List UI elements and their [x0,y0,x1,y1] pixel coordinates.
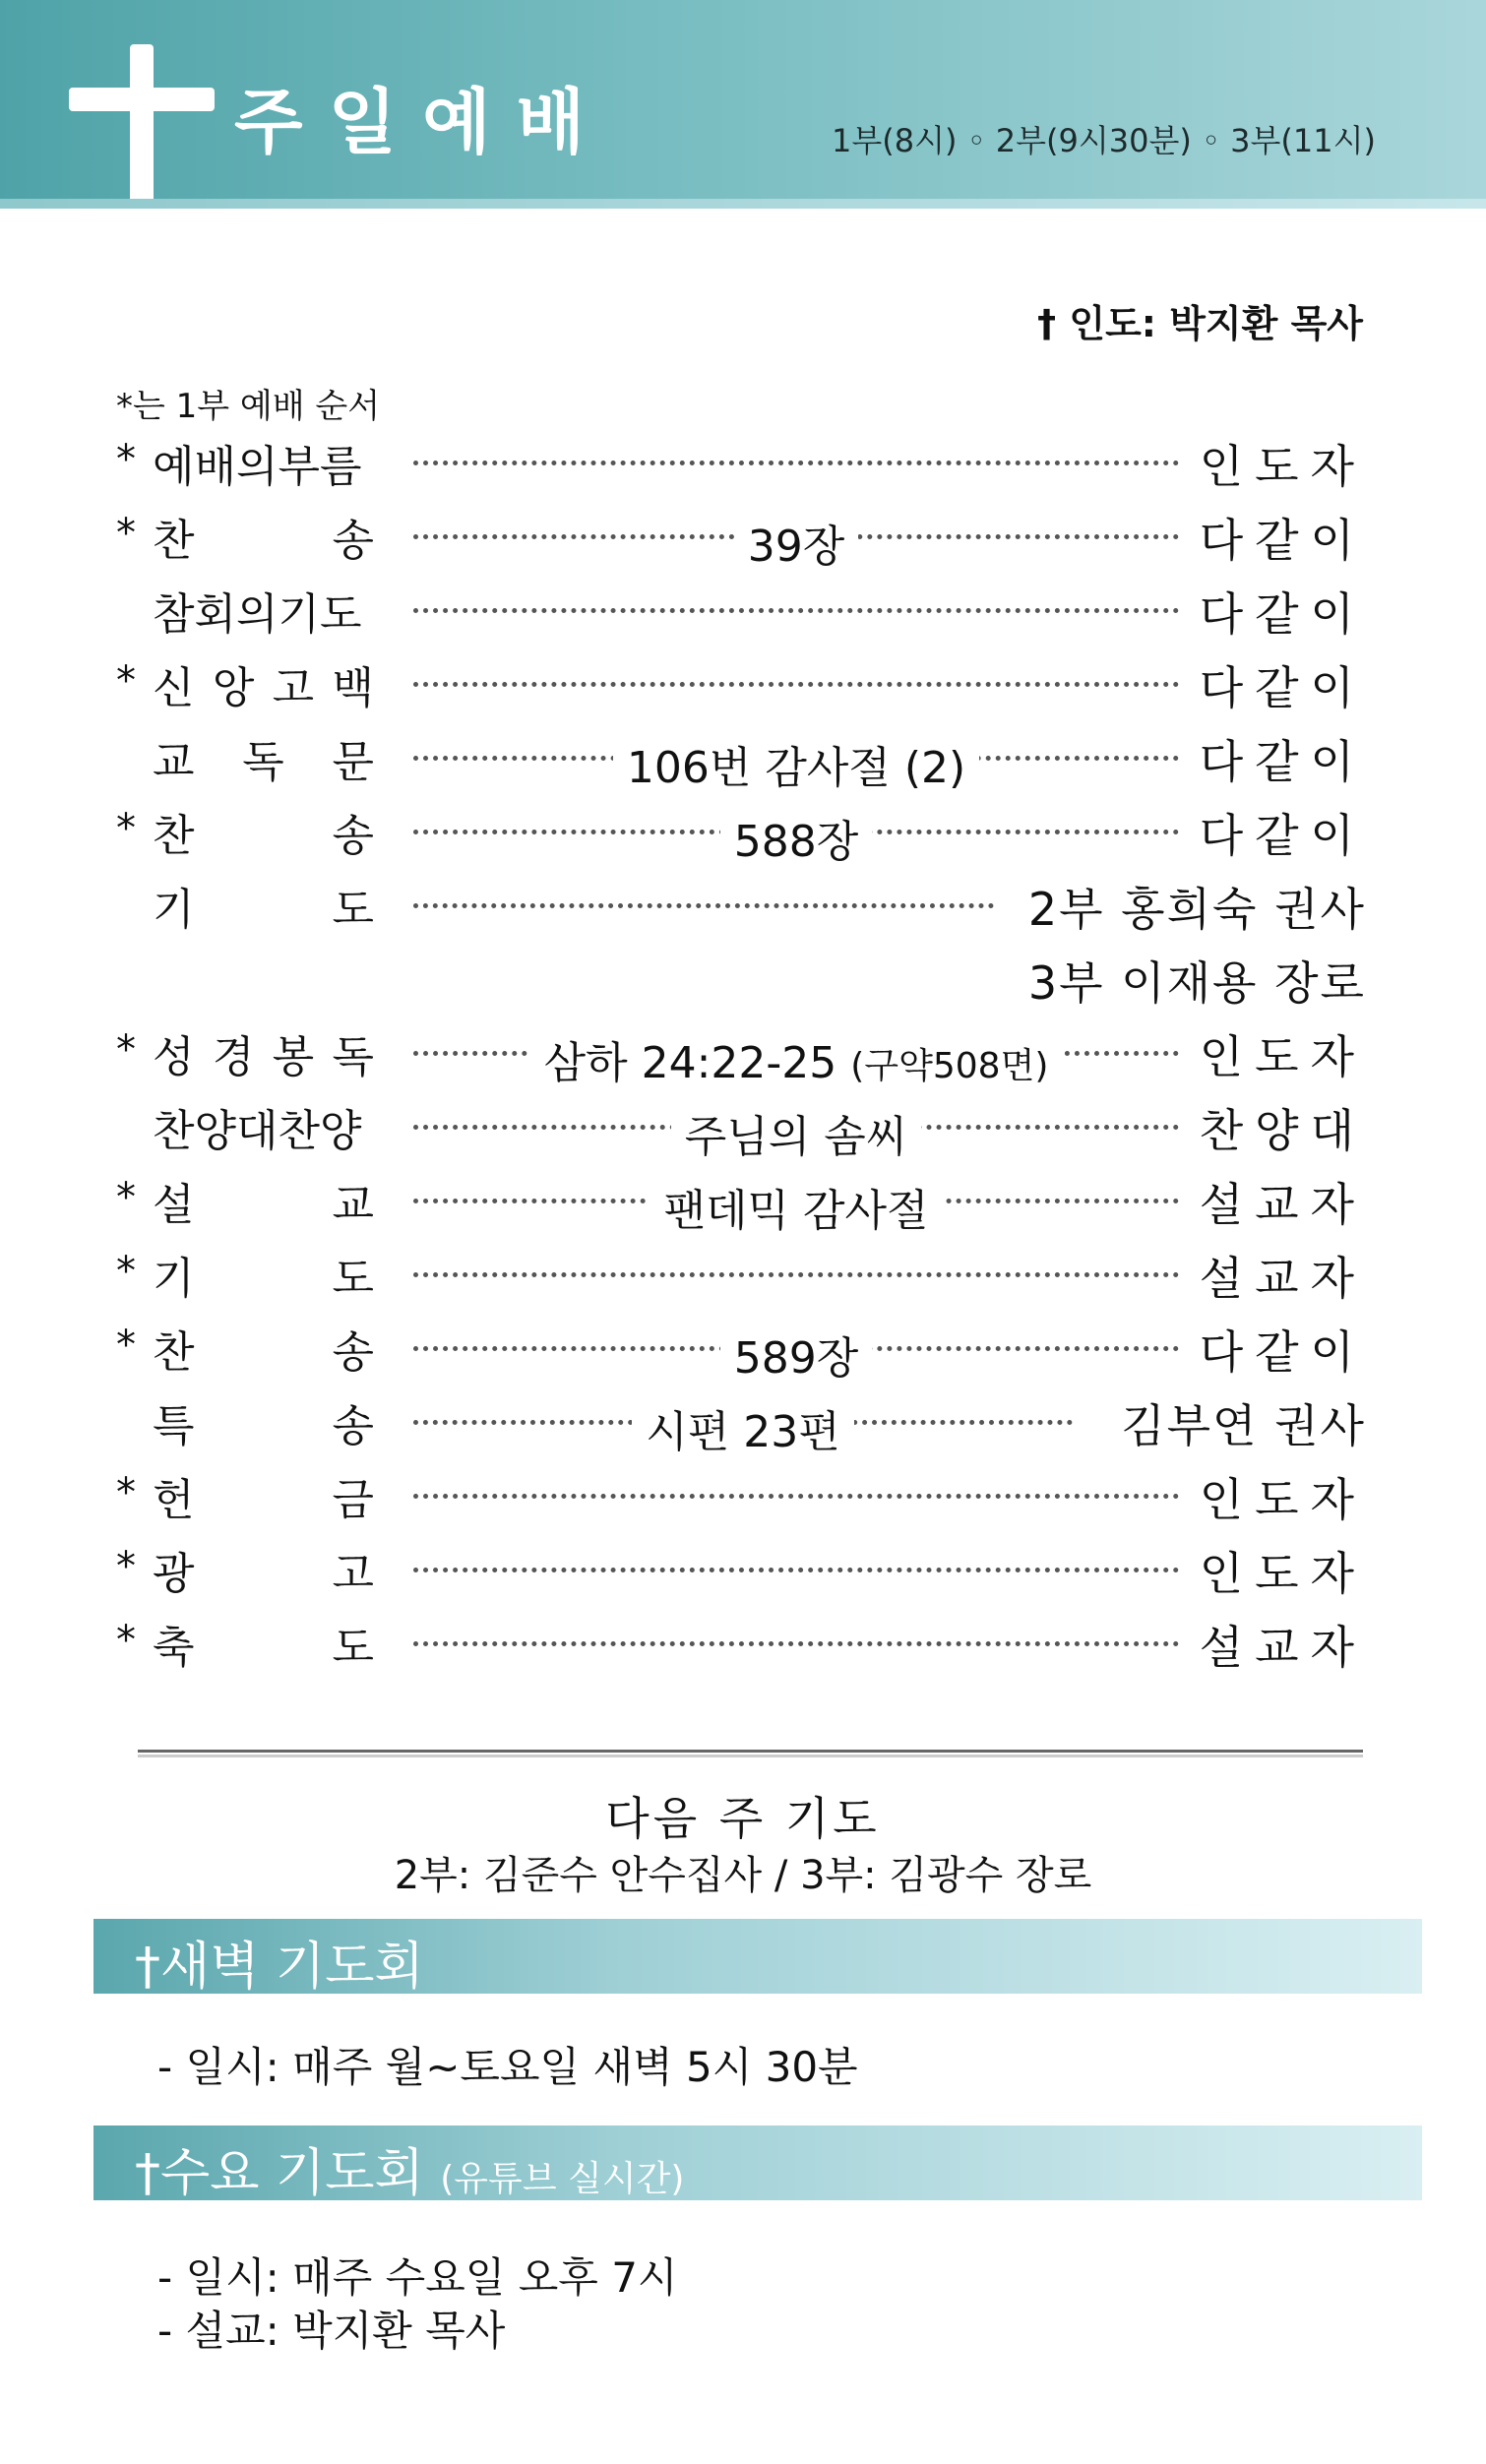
order-item-detail [413,806,1179,869]
order-row [0,948,1486,1021]
required-marker: * [116,1027,136,1073]
order-row [0,1612,1486,1686]
order-row [0,1095,1486,1169]
order-item-detail [413,1175,1179,1238]
order-item-detail-text: 팬데믹 감사절 [663,1186,929,1236]
order-item-label-part: 찬양대찬양 [153,1106,362,1156]
order-item-label-part: 도 [332,1623,374,1673]
order-row [0,800,1486,874]
order-item-label [153,579,374,642]
order-row [0,652,1486,726]
order-item-label-part: 찬 [153,811,195,861]
order-row [0,1243,1486,1317]
order-item-label [153,1317,374,1380]
order-note: *는 1부 예배 순서 [116,387,381,426]
order-item-detail-page: (구약508면) [850,1046,1049,1086]
order-item-label-part: 예배의부름 [153,442,362,492]
order-item-person: 인도자 [1199,440,1366,493]
dawn-prayer-header [93,1919,1422,1997]
order-item-person: 다같이 [1199,514,1366,567]
order-item-label [153,1612,374,1675]
order-item-label-part: 참회의기도 [153,589,362,640]
wednesday-prayer-title: †수요 기도회 [135,2144,424,2203]
order-item-label-part: 고 [332,1549,374,1599]
order-item-label-part: 독 [332,1032,374,1082]
header-stripe [0,199,1486,209]
order-item-label [153,800,374,863]
order-item-label [153,1243,374,1306]
order-item-label [153,505,374,568]
order-item-person: 다같이 [1199,735,1366,788]
order-item-label-part: 독 [242,737,284,787]
dot-leader [413,682,1179,687]
header-banner [0,0,1486,199]
dawn-prayer-time: - 일시: 매주 월~토요일 새벽 5시 30분 [157,2043,858,2091]
order-item-label-part: 백 [332,663,374,713]
order-item-person: 2부 홍희숙 권사 [1027,883,1366,936]
order-item-label-part: 도 [332,1254,374,1304]
order-item-label-part: 특 [153,1401,195,1451]
dot-leader [413,608,1179,613]
order-item-label [153,1390,374,1453]
order-row [0,1538,1486,1612]
order-item-person: 인도자 [1199,1473,1366,1526]
order-item-detail [413,1323,1179,1386]
required-marker: * [116,806,136,851]
required-marker: * [116,1323,136,1368]
order-item-label [153,652,374,715]
order-item-person: 찬양대 [1199,1104,1366,1157]
order-row [0,1464,1486,1538]
order-row [0,1390,1486,1464]
order-item-label-part: 문 [332,737,374,787]
order-item-label [153,1169,374,1232]
wednesday-prayer-header [93,2125,1422,2203]
order-item-label-part: 고 [272,663,315,713]
required-marker: * [116,437,136,482]
order-item-person: 다같이 [1199,661,1366,714]
order-item-detail-text: 주님의 솜씨 [684,1112,908,1162]
order-item-person: 3부 이재용 장로 [1027,956,1366,1010]
order-item-label-part: 헌 [153,1475,195,1525]
order-item-detail [413,1101,1179,1164]
order-item-person: 인도자 [1199,1030,1366,1083]
dot-leader [413,1641,1179,1646]
order-row [0,1169,1486,1243]
dot-leader [413,1568,1179,1572]
order-item-label-part: 교 [332,1180,374,1230]
order-item-person: 설교자 [1199,1252,1366,1305]
order-item-person: 설교자 [1199,1621,1366,1674]
order-item-label-part: 송 [332,1401,374,1451]
order-of-worship [0,431,1486,1686]
order-item-label-part: 경 [212,1032,255,1082]
order-item-label-part: 기 [153,1254,195,1304]
order-item-person: 설교자 [1199,1178,1366,1231]
order-item-label-part: 성 [153,1032,195,1082]
order-item-label-part: 금 [332,1475,374,1525]
service-times: 1부(8시) ◦ 2부(9시30분) ◦ 3부(11시) [832,122,1376,159]
order-item-detail-text: 삼하 24:22-25 [543,1038,837,1088]
order-item-label [153,431,374,494]
order-item-label [153,1021,374,1084]
order-row [0,431,1486,505]
required-marker: * [116,1470,136,1515]
order-item-label-part: 축 [153,1623,195,1673]
order-item-label-part: 광 [153,1549,195,1599]
order-row [0,579,1486,652]
section-divider [138,1750,1363,1757]
order-item-label [153,1095,374,1158]
order-item-label-part: 설 [153,1180,195,1230]
required-marker: * [116,1544,136,1589]
order-item-label-part: 송 [332,811,374,861]
dawn-prayer-title: †새벽 기도회 [135,1938,424,1997]
wednesday-prayer-subtitle: (유튜브 실시간) [440,2159,685,2199]
order-item-label-part: 신 [153,663,195,713]
order-item-label [153,1538,374,1601]
order-item-label-part: 교 [153,737,195,787]
next-prayer-body: 2부: 김준수 안수집사 / 3부: 김광수 장로 [394,1853,1092,1898]
required-marker: * [116,1175,136,1220]
order-row [0,726,1486,800]
worship-leader: † 인도: 박지환 목사 [1037,302,1363,345]
order-item-label-part: 앙 [212,663,255,713]
order-item-detail [413,1027,1179,1090]
order-row [0,1021,1486,1095]
order-item-detail-text: 588장 [733,817,859,867]
required-marker: * [116,1249,136,1294]
order-item-label-part: 봉 [272,1032,315,1082]
order-item-label-part: 찬 [153,1327,195,1378]
order-item-detail [413,1396,1073,1459]
order-item-label-part: 송 [332,516,374,566]
order-row [0,1317,1486,1390]
dot-leader [413,1272,1179,1277]
order-item-label-part: 찬 [153,516,195,566]
order-item-detail-text: 106번 감사절 (2) [626,743,966,793]
dot-leader [413,1494,1179,1499]
order-item-detail-text: 시편 23편 [646,1407,840,1457]
order-item-detail-text: 589장 [733,1333,859,1384]
wednesday-prayer-title-wrap [135,2131,684,2205]
order-row [0,505,1486,579]
page-title: 주일예배 [234,81,611,163]
next-prayer-title: 다음 주 기도 [605,1792,881,1845]
required-marker: * [116,1618,136,1663]
order-item-person: 다같이 [1199,587,1366,641]
required-marker: * [116,658,136,704]
order-item-label-part: 기 [153,885,195,935]
order-item-detail [413,511,1179,574]
order-item-label [153,1464,374,1527]
order-item-person: 다같이 [1199,1325,1366,1379]
dot-leader [413,461,1179,465]
order-item-person: 김부연 권사 [1121,1399,1366,1452]
wednesday-prayer-time: - 일시: 매주 수요일 오후 7시 [157,2253,678,2302]
order-item-label [153,726,374,789]
order-row [0,874,1486,948]
order-item-detail [413,732,1179,795]
dot-leader [413,903,994,908]
order-item-label-part: 도 [332,885,374,935]
order-item-person: 다같이 [1199,809,1366,862]
wednesday-prayer-preacher: - 설교: 박지환 목사 [157,2307,506,2355]
required-marker: * [116,511,136,556]
order-item-detail-text: 39장 [747,522,845,572]
order-item-label [153,874,374,937]
order-item-person: 인도자 [1199,1547,1366,1600]
order-item-label-part: 송 [332,1327,374,1378]
